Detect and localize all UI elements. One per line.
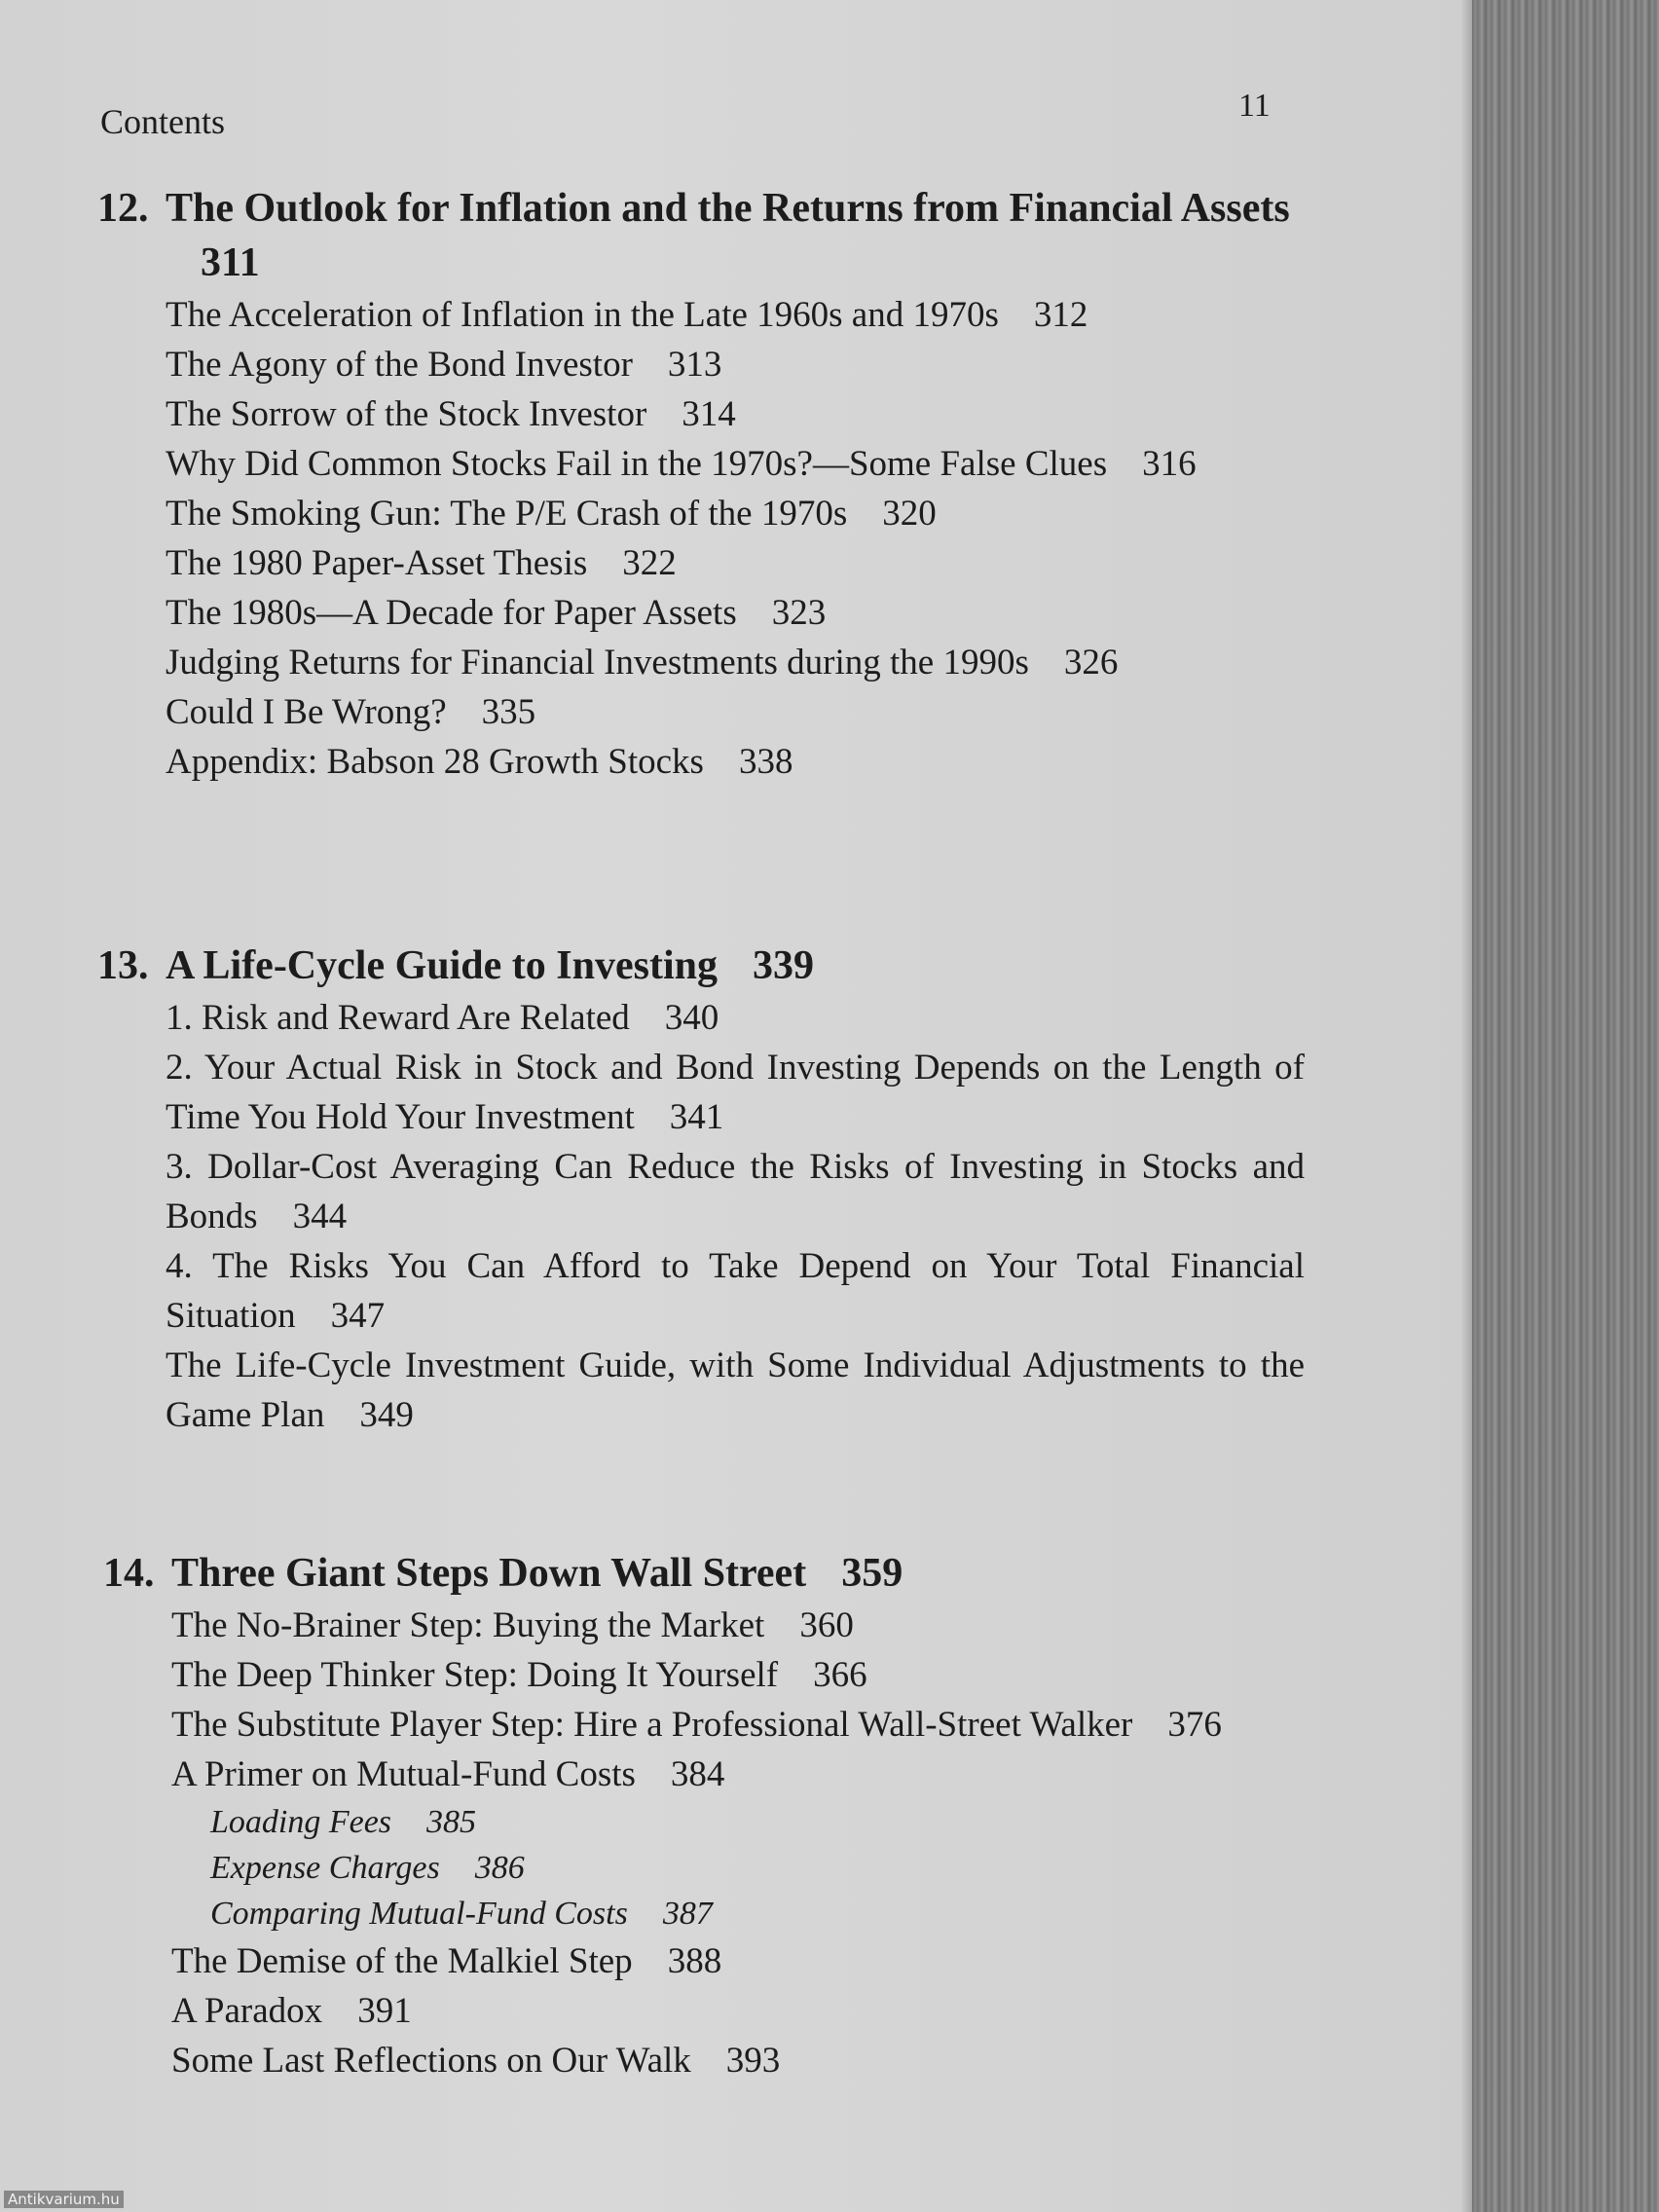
entry-page: 349 <box>359 1395 414 1435</box>
toc-entry <box>171 1986 1310 2036</box>
toc-entry <box>171 1601 1310 1650</box>
toc-entry <box>166 1341 1305 1440</box>
toc-entry <box>166 340 1305 389</box>
entry-text: The 1980 Paper-Asset Thesis <box>166 543 588 583</box>
entry-text: Some Last Reflections on Our Walk <box>171 2041 691 2081</box>
entry-text: Could I Be Wrong? <box>166 692 447 732</box>
toc-entry <box>171 1750 1310 1799</box>
entry-page: 335 <box>481 692 536 732</box>
entry-page: 344 <box>292 1197 348 1236</box>
entry-page: 387 <box>662 1896 713 1932</box>
chapter-page: 339 <box>752 943 814 988</box>
toc-entry <box>166 687 1305 737</box>
chapter-heading <box>97 181 1305 290</box>
entry-text: The Sorrow of the Stock Investor <box>166 394 647 434</box>
chapter-title: The Outlook for Inflation and the Returns from Financial Assets <box>166 186 1290 231</box>
entry-page: 385 <box>426 1804 477 1840</box>
toc-entry <box>166 638 1305 687</box>
entry-page: 326 <box>1063 643 1119 682</box>
entry-page: 323 <box>771 593 827 633</box>
chapter-entries <box>166 290 1305 787</box>
entry-text: 1. Risk and Reward Are Related <box>166 998 630 1038</box>
chapter-heading <box>103 1546 1310 1601</box>
chapter-entries <box>171 1601 1310 2085</box>
entry-page: 316 <box>1142 444 1197 484</box>
entry-page: 393 <box>725 2041 781 2081</box>
entry-text: Expense Charges <box>210 1850 440 1886</box>
entry-text: A Paradox <box>171 1991 323 2031</box>
toc-entry <box>171 1650 1310 1700</box>
entry-page: 366 <box>813 1655 867 1695</box>
toc-subentry <box>210 1799 1310 1845</box>
running-head: Contents <box>100 102 226 141</box>
toc-entry <box>171 1936 1310 1986</box>
toc-entry <box>166 290 1305 340</box>
entry-text: The Deep Thinker Step: Doing It Yourself <box>171 1655 779 1695</box>
entry-page: 360 <box>799 1605 854 1645</box>
chapter-title-wrap <box>171 1546 1310 1601</box>
entry-page: 312 <box>1033 295 1088 335</box>
toc-entry <box>166 1241 1305 1341</box>
entry-text: The Substitute Player Step: Hire a Professional Wall-Street Walker <box>171 1705 1133 1745</box>
chapter-title: Three Giant Steps Down Wall Street <box>171 1551 807 1596</box>
entry-page: 376 <box>1167 1705 1222 1745</box>
entry-text: The Agony of the Bond Investor <box>166 345 633 385</box>
toc-entry <box>171 2036 1310 2085</box>
entry-text: The Life-Cycle Investment Guide, with Some Individual Adjustments to the Game Plan <box>166 1346 1305 1435</box>
chapter-page: 359 <box>841 1551 903 1596</box>
chapter-entries <box>166 993 1305 1440</box>
toc-subentry <box>210 1845 1310 1891</box>
entry-page: 322 <box>622 543 677 583</box>
chapter-title-wrap <box>166 181 1305 290</box>
chapter-14 <box>103 1546 1310 2085</box>
entry-text: Appendix: Babson 28 Growth Stocks <box>166 742 704 782</box>
entry-text: The Demise of the Malkiel Step <box>171 1941 633 1981</box>
entry-page: 386 <box>474 1850 525 1886</box>
entry-text: The 1980s—A Decade for Paper Assets <box>166 593 737 633</box>
chapter-title: A Life-Cycle Guide to Investing <box>166 943 718 988</box>
entry-page: 347 <box>330 1296 386 1336</box>
chapter-heading <box>97 939 1305 993</box>
page-number: 11 <box>1238 88 1271 124</box>
entry-page: 388 <box>667 1941 722 1981</box>
toc-entry <box>166 439 1305 489</box>
watermark-label: Antikvarium.hu <box>4 2191 124 2208</box>
entry-page: 391 <box>357 1991 412 2031</box>
toc-entry <box>166 1142 1305 1241</box>
entry-text: The Smoking Gun: The P/E Crash of the 1970s <box>166 494 848 534</box>
entry-page: 338 <box>738 742 793 782</box>
entry-page: 320 <box>882 494 937 534</box>
entry-text: 2. Your Actual Risk in Stock and Bond Investing Depends on the Length of Time You Hold Your Investment <box>166 1048 1305 1137</box>
toc-entry <box>166 993 1305 1043</box>
toc-entry <box>166 1043 1305 1142</box>
entry-text: 3. Dollar-Cost Averaging Can Reduce the Risks of Investing in Stocks and Bonds <box>166 1147 1305 1236</box>
entry-page: 384 <box>670 1754 725 1794</box>
entry-text: The No-Brainer Step: Buying the Market <box>171 1605 765 1645</box>
toc-entry <box>166 489 1305 538</box>
entry-text: Comparing Mutual-Fund Costs <box>210 1896 628 1932</box>
entry-page: 341 <box>669 1097 724 1137</box>
toc-entry <box>171 1700 1310 1750</box>
chapter-number: 13. <box>97 943 149 988</box>
chapter-title-wrap <box>166 939 1305 993</box>
entry-text: 4. The Risks You Can Afford to Take Depend on Your Total Financial Situation <box>166 1246 1305 1336</box>
toc-entry <box>166 538 1305 588</box>
toc-entry <box>166 737 1305 787</box>
chapter-number: 14. <box>103 1551 155 1596</box>
chapter-page: 311 <box>201 240 260 285</box>
entry-page: 340 <box>664 998 719 1038</box>
chapter-13 <box>97 939 1305 1440</box>
entry-text: A Primer on Mutual-Fund Costs <box>171 1754 636 1794</box>
entry-page: 313 <box>667 345 722 385</box>
toc-subentry <box>210 1891 1310 1936</box>
entry-text: Why Did Common Stocks Fail in the 1970s?—Some False Clues <box>166 444 1108 484</box>
entry-text: The Acceleration of Inflation in the Late 1960s and 1970s <box>166 295 999 335</box>
chapter-number: 12. <box>97 186 149 231</box>
toc-entry <box>166 389 1305 439</box>
chapter-12 <box>97 181 1305 787</box>
entry-page: 314 <box>682 394 736 434</box>
book-edge <box>1472 0 1659 2212</box>
entry-text: Loading Fees <box>210 1804 392 1840</box>
toc-entry <box>166 588 1305 638</box>
entry-text: Judging Returns for Financial Investments during the 1990s <box>166 643 1029 682</box>
